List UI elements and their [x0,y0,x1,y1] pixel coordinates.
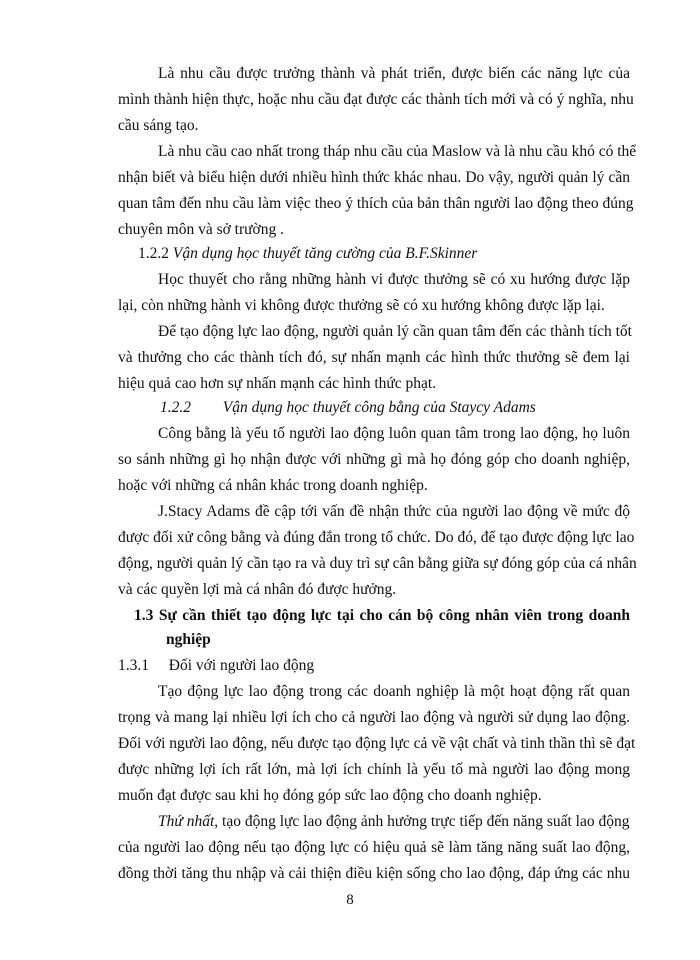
section-title: Đối với người lao động [168,657,315,674]
paragraph-line: quan tâm đến nhu cầu làm việc theo ý thích của bản thân người lao động theo đúng [118,195,634,212]
paragraph-line: và các quyền lợi mà cá nhân đó được hưởng. [118,581,397,598]
paragraph-line: Công bằng là yếu tố người lao động luôn quan tâm trong lao động, họ luôn [158,425,630,442]
page-number: 8 [346,892,354,908]
chapter-section-heading: 1.3 Sự cần thiết tạo động lực tại cho cán bộ công nhân viên trong doanh [134,607,630,624]
paragraph-line: Đối với người lao động, nếu được tạo động lực cả về vật chất và tinh thần thì sẽ đạt [118,735,636,752]
section-heading [160,398,536,418]
paragraph-line: J.Stacy Adams đề cập tới vấn đề nhận thức của người lao động về mức độ [158,503,630,520]
paragraph-line: Là nhu cầu được trưởng thành và phát triển, được biến các năng lực của [158,65,630,82]
paragraph-line: muốn đạt được sau khi họ đóng góp sức lao động cho doanh nghiệp. [118,787,542,804]
paragraph-line: Tạo động lực lao động trong các doanh nghiệp là một hoạt động rất quan [158,683,630,700]
chapter-section-heading-cont: nghiệp [166,631,211,648]
paragraph-line: Học thuyết cho rằng những hành vi được thưởng sẽ có xu hướng được lặp [158,271,630,288]
paragraph-line: động, người quản lý cần tạo ra và duy trì sự cân bằng giữa sự đóng góp của cá nhân [118,555,637,572]
paragraph-line: được những lợi ích rất lớn, mà lợi ích chính là yếu tố mà người lao động mong [118,761,630,778]
paragraph-line: nhận biết và biểu hiện dưới nhiều hình thức khác nhau. Do vậy, người quản lý cần [118,169,630,186]
section-heading [138,244,477,264]
paragraph-line: lại, còn những hành vi không được thưởng sẽ có xu hướng không được lặp lại. [118,297,605,314]
emphasis-lead: Thứ nhất [158,813,215,830]
section-number: 1.3.1 [118,657,149,674]
paragraph-line: hiệu quả cao hơn sự nhấn mạnh các hình thức phạt. [118,375,437,392]
section-title: Vận dụng học thuyết công bằng của Staycy Adams [222,399,536,416]
paragraph-line: đồng thời tăng thu nhập và cải thiện điều kiện sống cho lao động, đáp ứng các nhu [118,865,630,882]
paragraph-line: trọng và mang lại nhiều lợi ích cho cả người lao động và người sử dụng lao động. [118,709,630,726]
paragraph-line: chuyên môn và sở trường . [118,221,284,238]
section-number: 1.2.2 [138,245,169,262]
paragraph-line: mình thành hiện thực, hoặc nhu cầu đạt được các thành tích mới và có ý nghĩa, nhu [118,91,634,108]
paragraph-line: và thưởng cho các thành tích đó, sự nhấn mạnh các hình thức thưởng sẽ đem lại [118,349,630,366]
paragraph-line: Là nhu cầu cao nhất trong tháp nhu cầu của Maslow và là nhu cầu khó có thể [158,143,637,160]
paragraph-text: , tạo động lực lao động ảnh hưởng trực tiếp đến năng suất lao động [214,813,630,830]
paragraph-line [158,812,630,832]
paragraph-line: được đối xử công bằng và đúng đắn trong tổ chức. Do đó, để tạo được động lực lao [118,529,635,546]
paragraph-line: của người lao động nếu tạo động lực có hiệu quả sẽ làm tăng năng suất lao động, [118,839,630,856]
paragraph-line: Để tạo động lực lao động, người quản lý cần quan tâm đến các thành tích tốt [158,323,632,340]
paragraph-line: hoặc với những cá nhân khác trong doanh nghiệp. [118,477,428,494]
section-number: 1.2.2 [160,399,191,416]
paragraph-line: so sánh những gì họ nhận được với những gì mà họ đóng góp cho doanh nghiệp, [118,451,630,468]
paragraph-line: cầu sáng tạo. [118,117,199,134]
section-title: Vận dụng học thuyết tăng cường của B.F.Skinner [172,245,478,262]
subsection-heading [118,656,314,676]
